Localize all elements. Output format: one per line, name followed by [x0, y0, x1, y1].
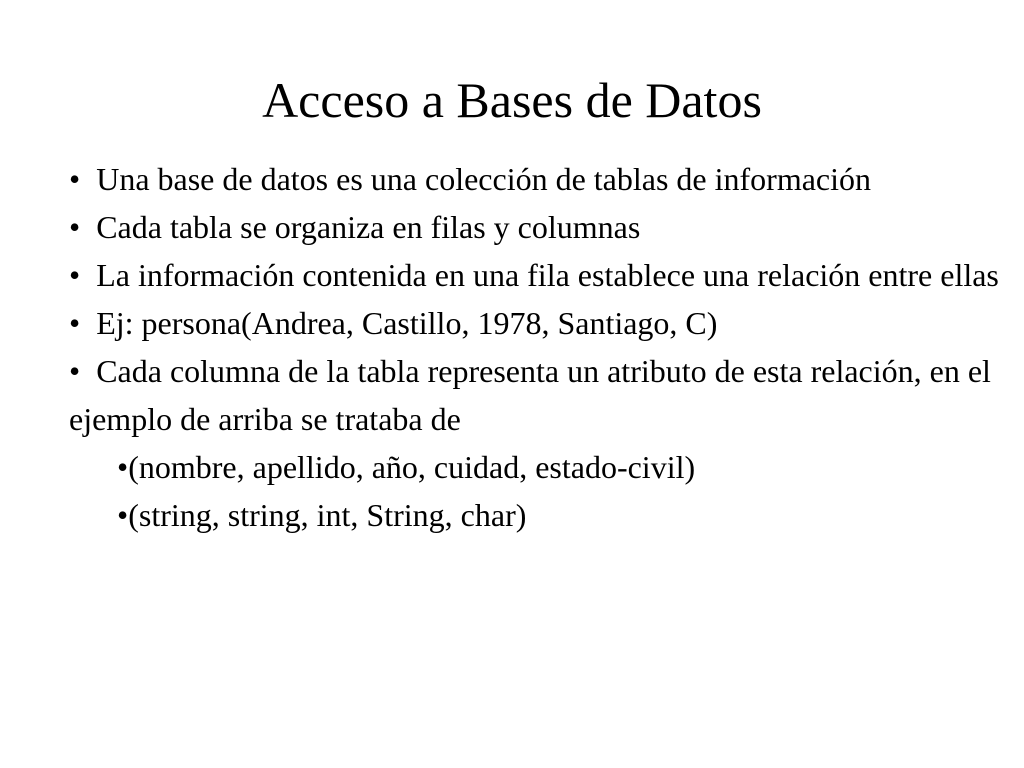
- bullet-item: [69, 203, 999, 251]
- bullet-text: Cada tabla se organiza en filas y columnas: [96, 209, 641, 245]
- sub-bullet-text: (string, string, int, String, char): [128, 497, 527, 533]
- bullet-marker: •: [69, 209, 97, 245]
- bullet-list: [69, 155, 999, 539]
- sub-bullet-marker: •: [117, 497, 129, 533]
- sub-bullet-item: [69, 491, 999, 539]
- bullet-item: [69, 251, 999, 299]
- bullet-item: [69, 299, 999, 347]
- bullet-marker: •: [69, 305, 97, 341]
- bullet-item: [69, 347, 999, 443]
- bullet-marker: •: [69, 161, 97, 197]
- bullet-marker: •: [69, 353, 97, 389]
- sub-bullet-marker: •: [117, 449, 129, 485]
- bullet-marker: •: [69, 257, 97, 293]
- sub-bullet-item: [69, 443, 999, 491]
- bullet-text: Cada columna de la tabla representa un atributo de esta relación, en el ejemplo de arriba se trataba de: [69, 353, 999, 437]
- slide-title: Acceso a Bases de Datos: [262, 72, 762, 128]
- bullet-text: Una base de datos es una colección de tablas de información: [96, 161, 872, 197]
- bullet-item: [69, 155, 999, 203]
- sub-bullet-text: (nombre, apellido, año, cuidad, estado-civil): [128, 449, 696, 485]
- bullet-text: Ej: persona(Andrea, Castillo, 1978, Santiago, C): [96, 305, 718, 341]
- bullet-text: La información contenida en una fila establece una relación entre ellas: [96, 257, 999, 293]
